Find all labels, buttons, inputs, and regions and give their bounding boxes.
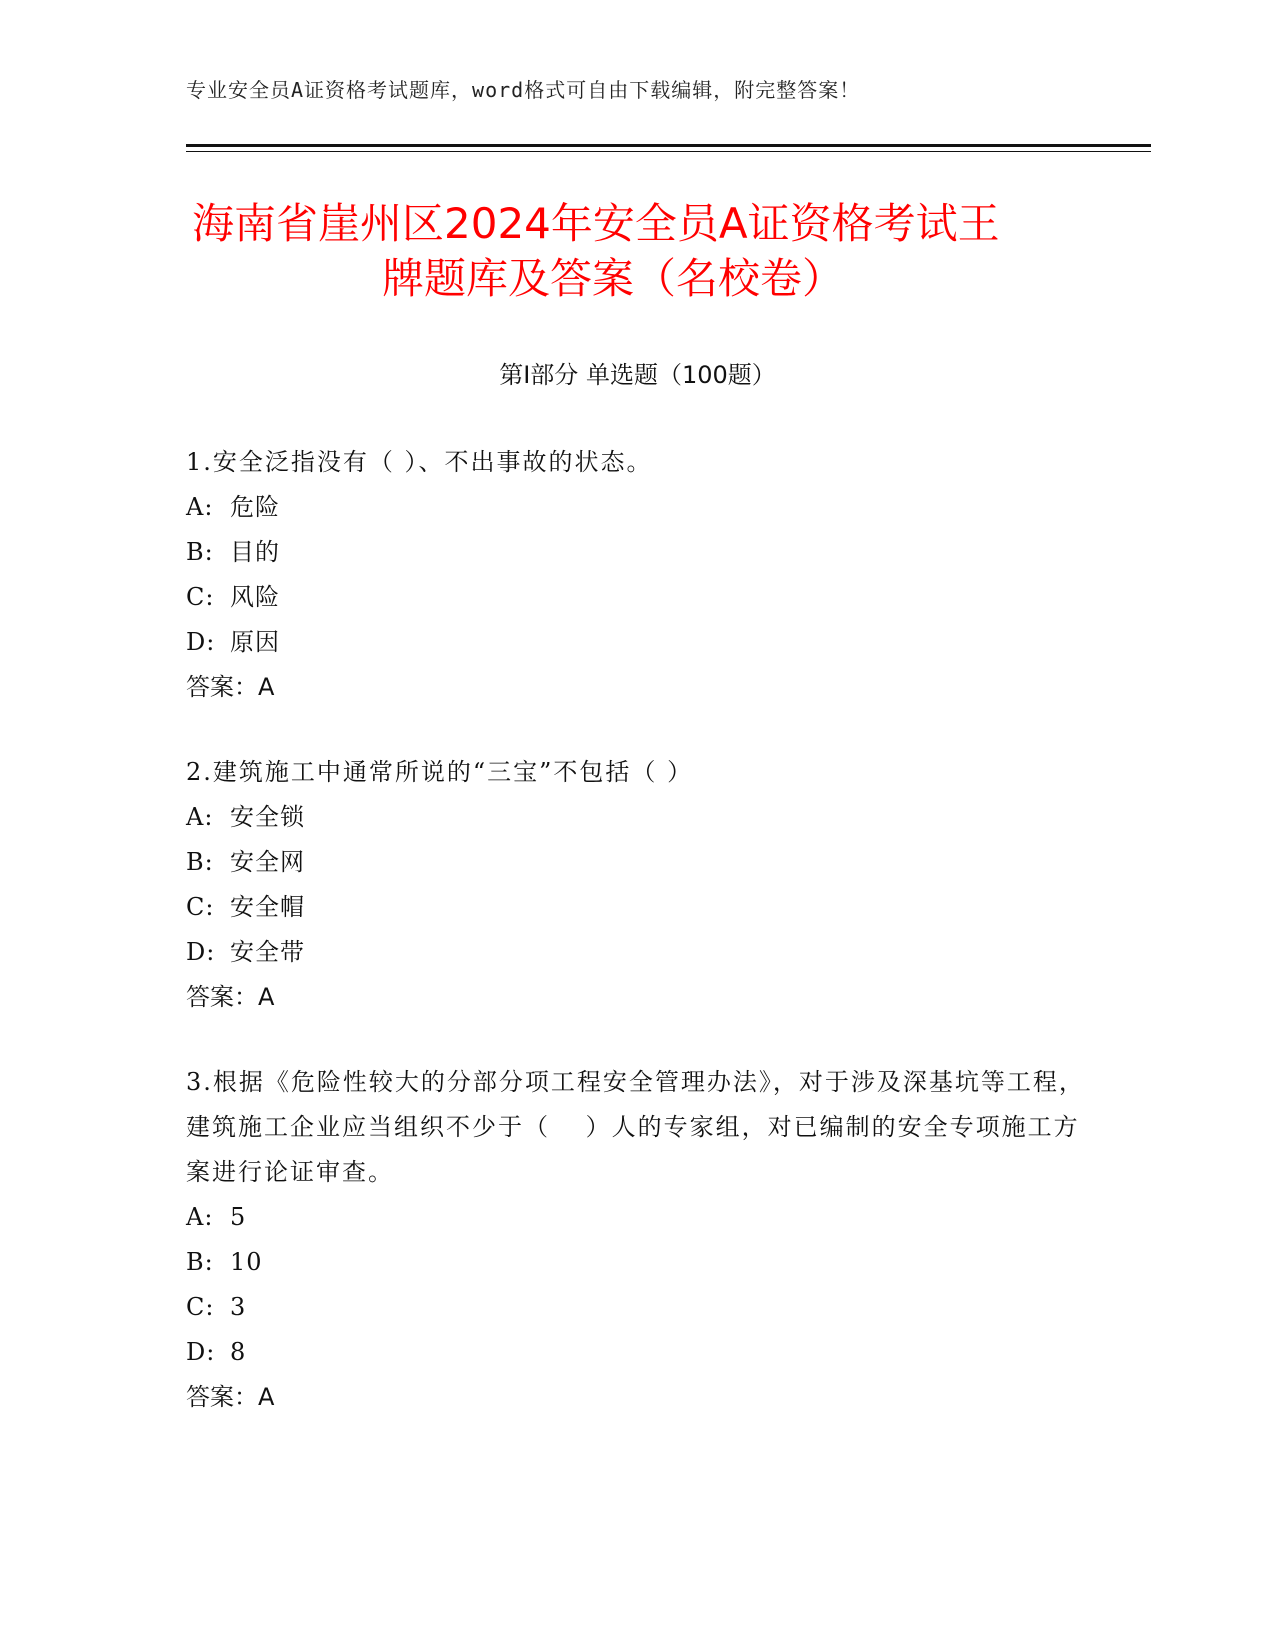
answer: 答案：A (186, 1383, 275, 1411)
header-rule-thick (186, 144, 1151, 147)
option-text: 风险 (230, 583, 280, 611)
option-b (186, 840, 1086, 885)
option-a (186, 795, 1086, 840)
option-letter: A: (186, 493, 214, 521)
question-1 (186, 440, 1086, 710)
question-2 (186, 750, 1086, 1020)
question-stem: 3.根据《危险性较大的分部分项工程安全管理办法》，对于涉及深基坑等工程，建筑施工企业应当组织不少于（ ）人的专家组，对已编制的安全专项施工方案进行论证审查。 (186, 1068, 1085, 1186)
option-d (186, 620, 1086, 665)
document-title-line-2: 牌题库及答案（名校卷） (382, 254, 845, 303)
option-text: 3 (230, 1293, 247, 1321)
option-text: 10 (230, 1248, 263, 1276)
header-rule-thin (186, 151, 1151, 152)
option-c (186, 885, 1086, 930)
option-text: 5 (230, 1203, 247, 1231)
option-letter: C: (186, 1293, 215, 1321)
option-a (186, 1195, 1086, 1240)
option-text: 安全带 (230, 938, 305, 966)
option-c (186, 1285, 1086, 1330)
question-stem: 2.建筑施工中通常所说的“三宝”不包括（ ） (186, 758, 694, 786)
option-c (186, 575, 1086, 620)
option-letter: B: (186, 1248, 214, 1276)
option-text: 危险 (230, 493, 280, 521)
question-stem: 1.安全泛指没有（ ）、不出事故的状态。 (186, 448, 653, 476)
option-d (186, 930, 1086, 975)
option-text: 原因 (230, 628, 280, 656)
option-letter: C: (186, 583, 215, 611)
option-b (186, 1240, 1086, 1285)
section-title: 第Ⅰ部分 单选题（100题） (499, 361, 776, 389)
option-letter: D: (186, 628, 216, 656)
option-letter: B: (186, 848, 214, 876)
option-text: 8 (230, 1338, 247, 1366)
option-letter: D: (186, 1338, 216, 1366)
option-text: 目的 (230, 538, 280, 566)
question-3 (186, 1060, 1086, 1420)
option-d (186, 1330, 1086, 1375)
option-text: 安全帽 (230, 893, 305, 921)
option-letter: A: (186, 803, 214, 831)
document-title (186, 196, 1086, 306)
question-list (186, 440, 1086, 1460)
answer: 答案：A (186, 983, 275, 1011)
option-letter: B: (186, 538, 214, 566)
header-note: 专业安全员A证资格考试题库，word格式可自由下载编辑，附完整答案！ (186, 78, 861, 102)
document-title-line-1: 海南省崖州区2024年安全员A证资格考试王 (192, 199, 1000, 248)
option-letter: A: (186, 1203, 214, 1231)
option-a (186, 485, 1086, 530)
answer: 答案：A (186, 673, 275, 701)
option-b (186, 530, 1086, 575)
option-text: 安全锁 (230, 803, 305, 831)
option-letter: D: (186, 938, 216, 966)
option-letter: C: (186, 893, 215, 921)
option-text: 安全网 (230, 848, 305, 876)
